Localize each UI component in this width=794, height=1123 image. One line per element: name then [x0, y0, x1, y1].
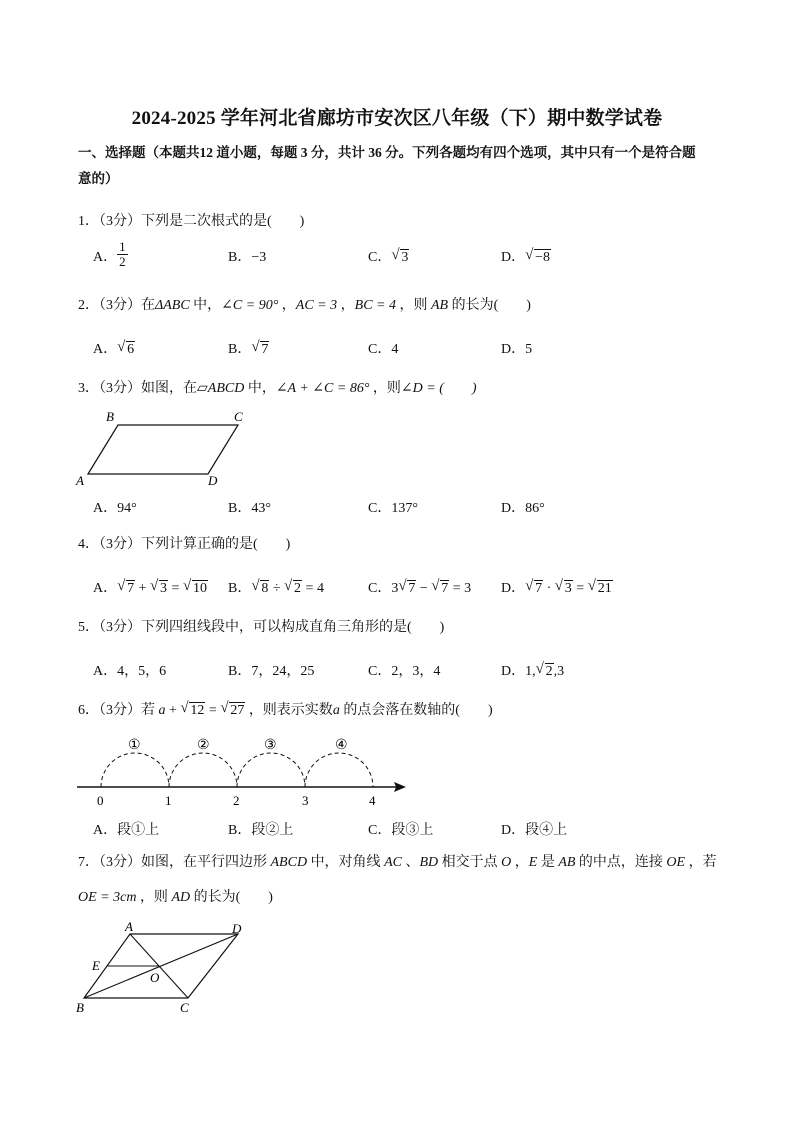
- segment-label-4: ④: [335, 738, 348, 753]
- page-title: 2024-2025 学年河北省廊坊市安次区八年级（下）期中数学试卷: [131, 108, 663, 129]
- fraction: $\frac{1}{2}$: [119, 239, 126, 270]
- segment-label-2: ②: [197, 738, 210, 753]
- parallelogram-diagonals-figure: [72, 920, 262, 1020]
- q3-option-c[interactable]: C．137°: [368, 501, 418, 516]
- segment-label-3: ③: [264, 738, 277, 753]
- q6-option-b[interactable]: B．段②上: [228, 823, 294, 838]
- sqrt: √ −8: [525, 249, 551, 266]
- q4-option-d[interactable]: D．√ 7 · √ 3 = √ 21: [501, 577, 613, 597]
- label-e: E: [92, 958, 100, 973]
- q1-option-d[interactable]: D．√ −8: [501, 246, 551, 266]
- sqrt: √ 3: [555, 580, 573, 597]
- question-4-stem: 4．（3分）下列计算正确的是( ): [78, 537, 291, 552]
- question-7-stem-line-2: OE = 3cm ，则 AD 的长为( ): [78, 890, 273, 905]
- q4-option-a[interactable]: A．√ 7 + √ 3 = √ 10: [93, 577, 208, 597]
- q5-option-d[interactable]: D．1,√ 2,3: [501, 660, 564, 680]
- q3-option-d[interactable]: D．86°: [501, 501, 545, 516]
- question-6-options: [93, 819, 733, 843]
- sqrt: √ 7: [398, 580, 416, 597]
- question-1-stem: 1．（3分）下列是二次根式的是( ): [78, 214, 305, 229]
- label-b: B: [106, 409, 114, 424]
- segment-label-1: ①: [128, 738, 141, 753]
- question-5-options: [93, 660, 733, 684]
- sqrt: √ 2: [284, 580, 302, 597]
- sqrt: √ 7: [431, 580, 449, 597]
- question-7-stem-line-1: 7．（3分）如图，在平行四边形 ABCD 中，对角线 AC 、BD 相交于点 O ，E 是 AB 的中点，连接 OE ，若: [78, 855, 717, 870]
- tick-label-4: 4: [369, 793, 376, 808]
- q5-option-c[interactable]: C．2，3，4: [368, 664, 441, 679]
- segment-arc-3: [237, 753, 305, 787]
- question-2-options: [93, 338, 733, 362]
- question-1-options: [93, 239, 733, 270]
- sqrt: √ 2: [536, 663, 554, 680]
- label-c: C: [180, 1000, 189, 1015]
- q2-option-b[interactable]: B．√ 7: [228, 338, 269, 358]
- parallelogram-shape: [88, 425, 238, 474]
- question-3-options: [93, 497, 733, 521]
- sqrt: √ 6: [117, 341, 135, 358]
- section-line-1: 一、选择题（本题共12 道小题，每题 3 分，共计 36 分。下列各题均有四个选项，其中只有一个是符合题: [78, 145, 696, 160]
- sqrt: √ 8: [251, 580, 269, 597]
- sqrt: √ 7: [251, 341, 269, 358]
- q1-option-b[interactable]: B．−3: [228, 250, 267, 265]
- sqrt: √ 7: [525, 580, 543, 597]
- sqrt: √ 3: [391, 249, 409, 266]
- sqrt: √ 7: [117, 580, 135, 597]
- q6-option-c[interactable]: C．段③上: [368, 823, 434, 838]
- q3-option-b[interactable]: B．43°: [228, 501, 271, 516]
- question-3-stem: 3．（3分）如图，在▱ABCD 中，∠A + ∠C = 86° ，则∠D = ( ): [78, 381, 477, 396]
- number-line-figure: [74, 733, 414, 809]
- q2-option-a[interactable]: A．√ 6: [93, 338, 135, 358]
- sqrt: √ 12: [180, 702, 205, 719]
- sqrt: √ 3: [150, 580, 168, 597]
- tick-label-3: 3: [302, 793, 309, 808]
- section-line-2: 意的）: [78, 171, 119, 186]
- segment-arc-4: [305, 753, 373, 787]
- label-c: C: [234, 409, 243, 424]
- q2-option-d[interactable]: D．5: [501, 342, 533, 357]
- q1-option-c[interactable]: C．√ 3: [368, 246, 409, 266]
- sqrt: √ 27: [220, 702, 245, 719]
- tick-label-1: 1: [165, 793, 172, 808]
- q5-option-b[interactable]: B．7，24，25: [228, 664, 315, 679]
- q6-option-a[interactable]: A．段①上: [93, 823, 160, 838]
- question-2-stem: 2．（3分）在ΔABC 中，∠C = 90° ，AC = 3 ，BC = 4 ，则 AB 的长为( ): [78, 298, 531, 313]
- segment-arc-1: [101, 753, 169, 787]
- sqrt: √ 10: [183, 580, 208, 597]
- tick-label-0: 0: [97, 793, 104, 808]
- question-6-stem: 6．（3分）若 a + √ 12 = √ 27 ，则表示实数a 的点会落在数轴的( ): [78, 699, 493, 719]
- q5-option-a[interactable]: A．4，5，6: [93, 664, 167, 679]
- q4-option-c[interactable]: C．3√ 7 − √ 7 = 3: [368, 577, 471, 597]
- label-a: A: [125, 920, 133, 934]
- q6-option-d[interactable]: D．段④上: [501, 823, 568, 838]
- label-a: A: [76, 473, 84, 488]
- question-5-stem: 5．（3分）下列四组线段中，可以构成直角三角形的是( ): [78, 620, 445, 635]
- label-d: D: [232, 921, 242, 936]
- q1-option-a[interactable]: A． $\frac{1}{2}$: [93, 239, 126, 270]
- parallelogram-figure: [74, 408, 254, 488]
- section-header: [78, 140, 728, 192]
- label-o: O: [150, 970, 160, 985]
- segment-arc-2: [169, 753, 237, 787]
- q4-option-b[interactable]: B．√ 8 ÷ √ 2 = 4: [228, 577, 324, 597]
- tick-label-2: 2: [233, 793, 240, 808]
- sqrt: √ 21: [588, 580, 613, 597]
- q3-option-a[interactable]: A．94°: [93, 501, 137, 516]
- label-d: D: [208, 473, 218, 488]
- question-4-options: [93, 577, 733, 601]
- q2-option-c[interactable]: C．4: [368, 342, 399, 357]
- label-b: B: [76, 1000, 84, 1015]
